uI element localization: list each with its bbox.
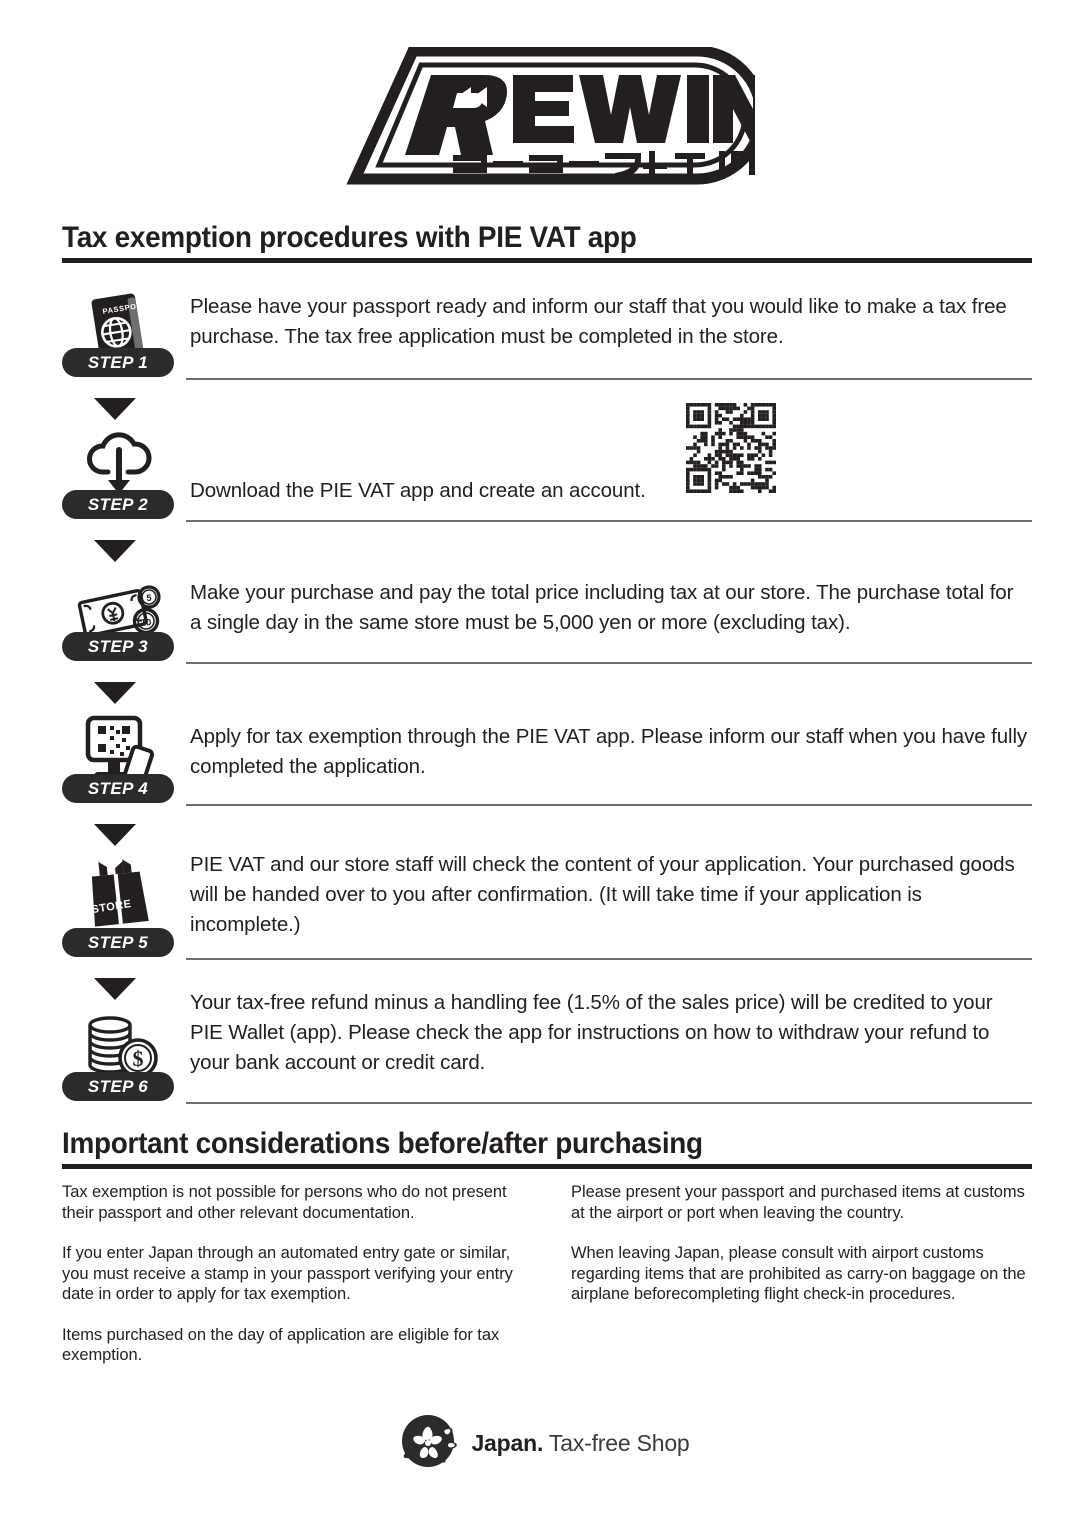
svg-text:5: 5 (146, 593, 152, 603)
consideration-paragraph: Tax exemption is not possible for persons who do not present their passport and other relevant documentation. (62, 1183, 507, 1222)
step-description: Please have your passport ready and inform our staff that you would like to make a tax free purchase. The tax free application must be completed in the store. (190, 295, 1007, 348)
footer-brand-text (471, 1430, 689, 1457)
section-rule (62, 258, 1032, 263)
step-badge: STEP 4 (62, 774, 174, 803)
step-divider (186, 804, 1032, 806)
step-description: Download the PIE VAT app and create an account. (190, 479, 646, 502)
step-arrow-down-icon (94, 398, 136, 420)
qr-code-wrap[interactable] (686, 403, 776, 493)
step-arrow-down-icon (94, 824, 136, 846)
step-divider (186, 958, 1032, 960)
step-badge: STEP 6 (62, 1072, 174, 1101)
footer-brand-bold: Japan. (471, 1429, 544, 1456)
step-description: Your tax-free refund minus a handling fee (1.5% of the sales price) will be credited to your PIE Wallet (app). Please check the app for instructions on how to withdraw your refund to your bank account or credit card. (190, 991, 993, 1074)
step-badge: STEP 5 (62, 928, 174, 957)
page-title: Tax exemption procedures with PIE VAT app (62, 221, 637, 254)
step-description: PIE VAT and our store staff will check the content of your application. Your purchased goods will be handed over to you after confirmation. (It will take time if your application is incomplete.) (190, 853, 1015, 936)
step-arrow-down-icon (94, 682, 136, 704)
considerations-left-column (62, 1182, 523, 1386)
section-rule (62, 1164, 1032, 1169)
steps-list (0, 278, 1089, 1138)
step-description: Make your purchase and pay the total price including tax at our store. The purchase total for a single day in the same store must be 5,000 yen or more (excluding tax). (190, 581, 1014, 634)
consideration-paragraph: If you enter Japan through an automated entry gate or similar, you must receive a stamp in your passport verifying your entry date in order to apply for tax exemption. (62, 1244, 513, 1303)
step-description: Apply for tax exemption through the PIE VAT app. Please inform our staff when you have fully completed the application. (190, 725, 1028, 778)
japan-tax-free-shop-sakura-icon (399, 1412, 461, 1474)
step-badge: STEP 1 (62, 348, 174, 377)
svg-text:$: $ (132, 1046, 144, 1071)
svg-text:STORE: STORE (90, 897, 133, 917)
consideration-paragraph: Please present your passport and purchased items at customs at the airport or port when leaving the country. (571, 1183, 1025, 1222)
step-divider (186, 662, 1032, 664)
footer (0, 1412, 1089, 1474)
rewind-logo-icon (335, 47, 755, 193)
considerations-columns (62, 1182, 1032, 1386)
considerations-right-column (571, 1182, 1032, 1386)
step-badge: STEP 3 (62, 632, 174, 661)
svg-text:PASSPORT: PASSPORT (101, 299, 149, 316)
section-considerations (62, 1128, 1032, 1169)
step-arrow-down-icon (94, 978, 136, 1000)
svg-text:10: 10 (140, 617, 152, 629)
considerations-title: Important considerations before/after purchasing (62, 1127, 703, 1160)
step-icon-wrap (72, 852, 168, 932)
qr-code[interactable] (686, 403, 776, 493)
consideration-paragraph: When leaving Japan, please consult with airport customs regarding items that are prohibited as carry-on baggage on the airplane beforecompleting flight check-in procedures. (571, 1244, 1026, 1303)
consideration-paragraph: Items purchased on the day of application are eligible for tax exemption. (62, 1325, 500, 1364)
step-divider (186, 520, 1032, 522)
step-divider (186, 1102, 1032, 1104)
step-arrow-down-icon (94, 540, 136, 562)
footer-brand-rest: Tax-free Shop (548, 1429, 690, 1456)
step-badge: STEP 2 (62, 490, 174, 519)
step-divider (186, 378, 1032, 380)
brand-logo (0, 40, 1089, 200)
shopping-bag-icon (72, 852, 168, 934)
section-procedures (62, 222, 1032, 263)
